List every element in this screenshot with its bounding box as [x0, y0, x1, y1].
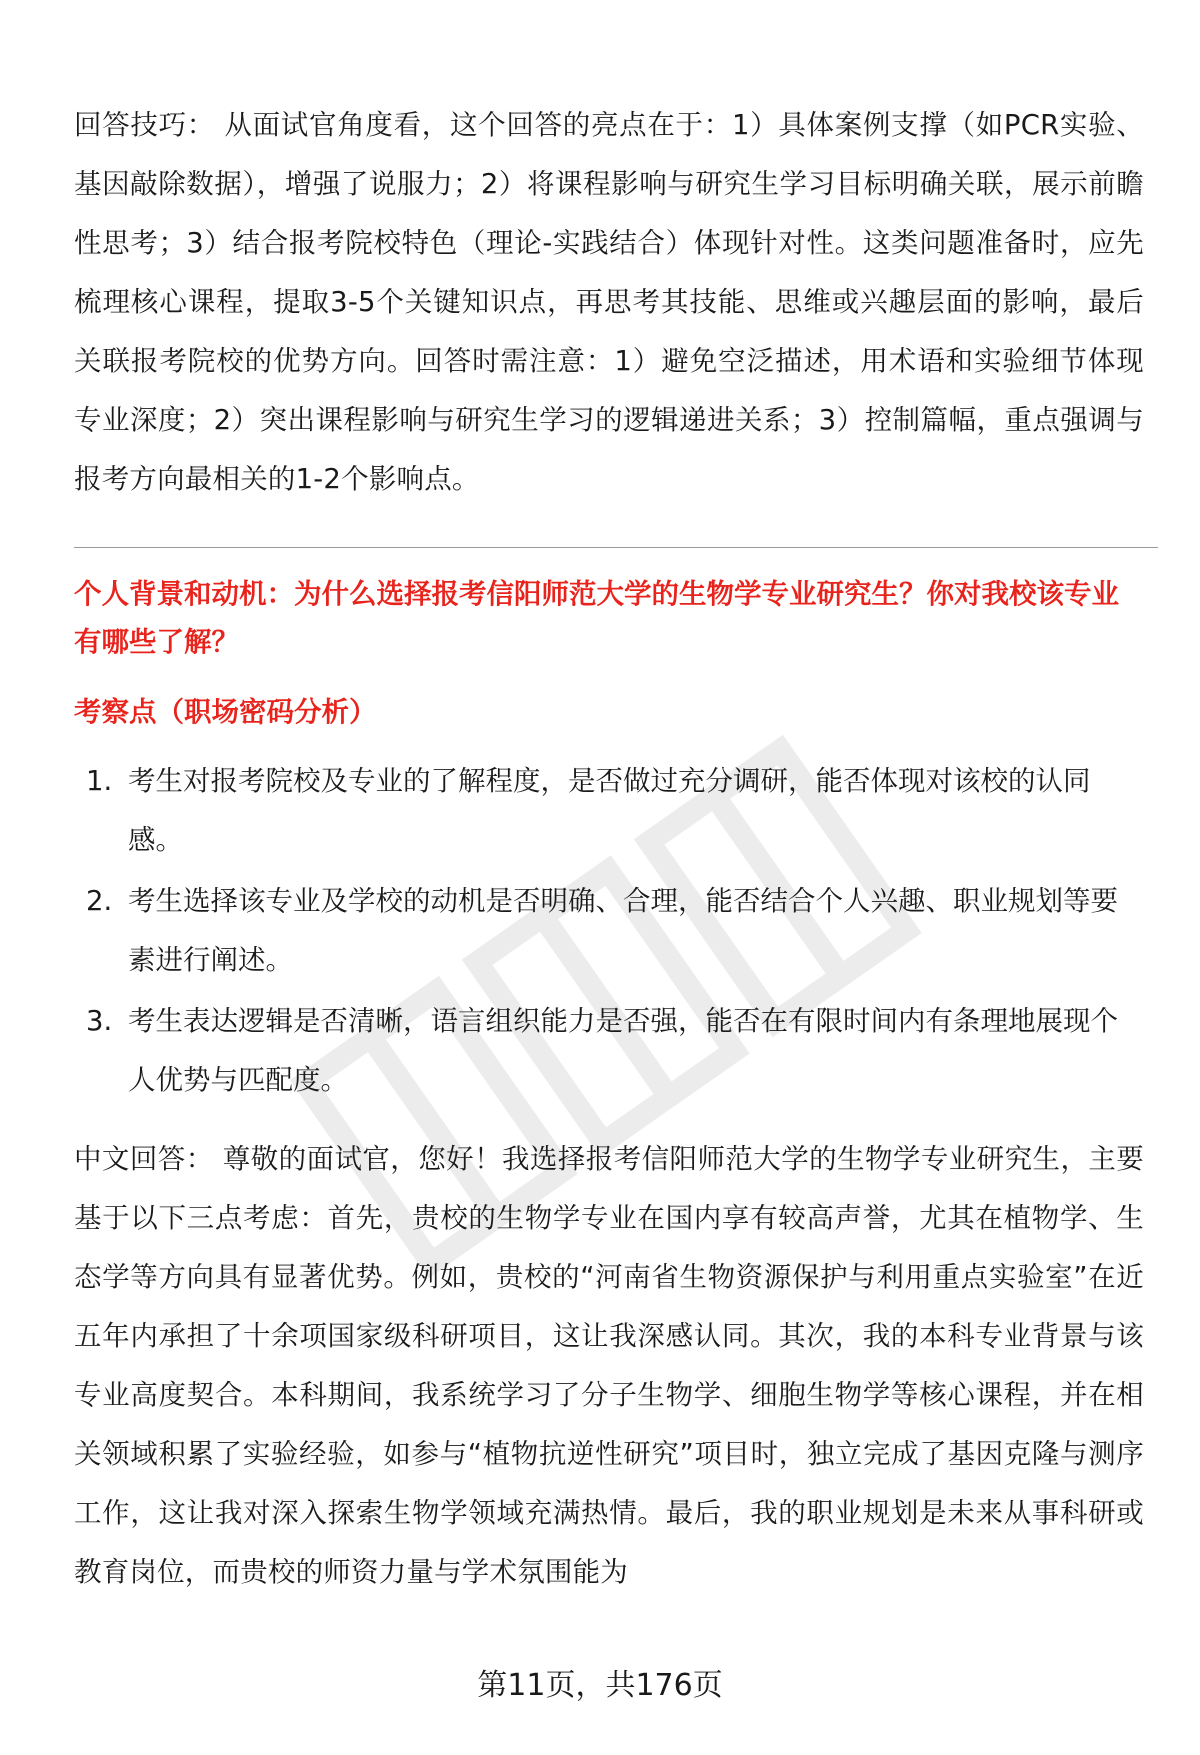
list-item-number: 2.: [86, 885, 113, 917]
list-item: [74, 872, 1144, 990]
main-content: [74, 96, 1144, 1602]
exam-points-heading: 考察点（职场密码分析）: [74, 696, 377, 728]
chinese-answer-paragraph: 中文回答： 尊敬的面试官，您好！我选择报考信阳师范大学的生物学专业研究生，主要基于以下三点考虑：首先，贵校的生物学专业在国内享有较高声誉，尤其在植物学、生态学等方向具有显著优势。例如，贵校的“河南省生物资源保护与利用重点实验室”在近五年内承担了十余项国家级科研项目，这让我深感认同。其次，我的本科专业背景与该专业高度契合。本科期间，我系统学习了分子生物学、细胞生物学等核心课程，并在相关领域积累了实验经验，如参与“植物抗逆性研究”项目时，独立完成了基因克隆与测序工作，这让我对深入探索生物学领域充满热情。最后，我的职业规划是未来从事科研或教育岗位，而贵校的师资力量与学术氛围能为: [74, 1143, 1144, 1588]
answer-tips-paragraph: 回答技巧： 从面试官角度看，这个回答的亮点在于：1）具体案例支撑（如PCR实验、基因敲除数据），增强了说服力；2）将课程影响与研究生学习目标明确关联，展示前瞻性思考；3）结合报考院校特色（理论-实践结合）体现针对性。这类问题准备时，应先梳理核心课程，提取3-5个关键知识点，再思考其技能、思维或兴趣层面的影响，最后关联报考院校的优势方向。回答时需注意：1）避免空泛描述，用术语和实验细节体现专业深度；2）突出课程影响与研究生学习的逻辑递进关系；3）控制篇幅，重点强调与报考方向最相关的1-2个影响点。: [74, 109, 1144, 495]
list-item-text: 考生对报考院校及专业的了解程度，是否做过充分调研，能否体现对该校的认同感。: [128, 765, 1091, 856]
list-item: [74, 752, 1144, 870]
page-number-footer: 第11页，共176页: [477, 1668, 723, 1703]
section-divider: [74, 547, 1158, 548]
list-item-text: 考生表达逻辑是否清晰，语言组织能力是否强，能否在有限时间内有条理地展现个人优势与匹配度。: [128, 1005, 1118, 1096]
list-item-text: 考生选择该专业及学校的动机是否明确、合理，能否结合个人兴趣、职业规划等要素进行阐述。: [128, 885, 1118, 976]
exam-points-list: [74, 752, 1144, 1110]
list-item-number: 3.: [86, 1005, 113, 1037]
question-heading: 个人背景和动机：为什么选择报考信阳师范大学的生物学专业研究生？你对我校该专业有哪些了解？: [74, 578, 1119, 658]
list-item-number: 1.: [86, 765, 113, 797]
list-item: [74, 992, 1144, 1110]
